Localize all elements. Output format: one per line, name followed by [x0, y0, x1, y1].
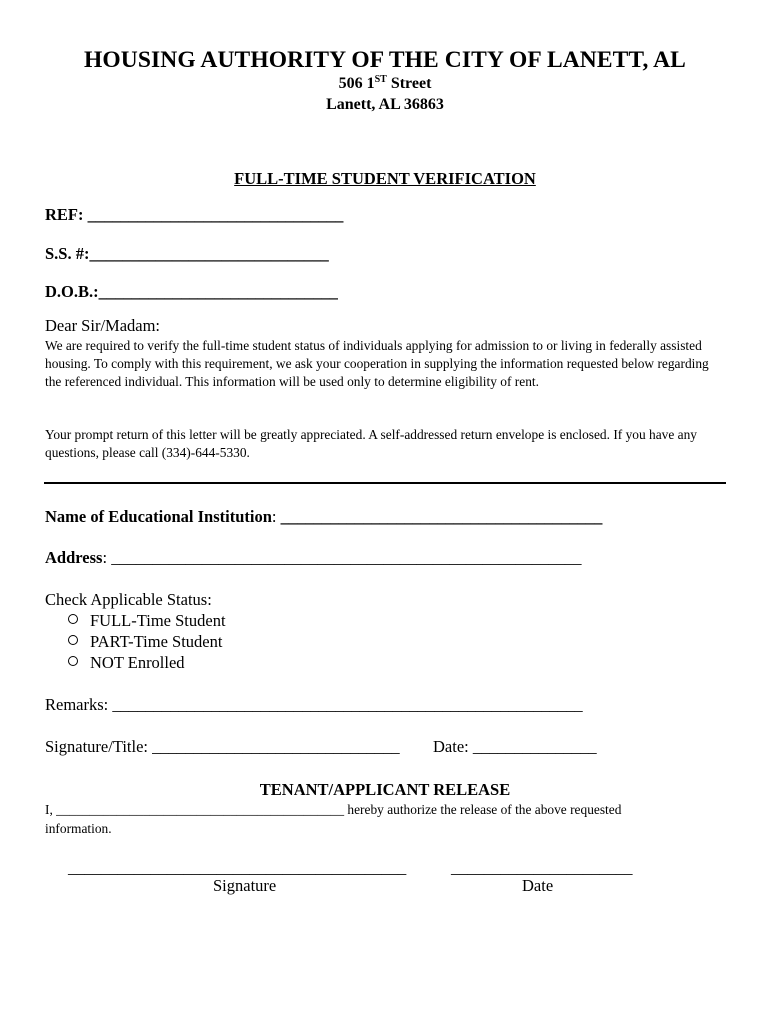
section-divider — [44, 482, 726, 484]
street-ordinal: ST — [374, 74, 387, 85]
remarks-field[interactable] — [45, 695, 583, 715]
status-options — [68, 610, 226, 673]
status-option-not-enrolled[interactable] — [68, 652, 226, 673]
signature-title-label: Signature/Title: — [45, 737, 153, 756]
intro-paragraph: We are required to verify the full-time student status of individuals applying for admission to or living in federally assisted housing. To comply with this requirement, we ask your cooperation in supplying the information requested below regarding the referenced individual. This information will be used only to determine eligibility of rent. — [45, 338, 709, 389]
radio-icon[interactable] — [68, 656, 78, 666]
release-heading: TENANT/APPLICANT RELEASE — [259, 780, 511, 799]
institution-name-blank[interactable]: _______________________________________ — [280, 507, 603, 526]
institution-name-label: Name of Educational Institution — [45, 507, 272, 526]
ref-field[interactable] — [45, 205, 343, 225]
street-name: Street — [386, 75, 432, 92]
date-label: Date: — [433, 737, 473, 756]
organization-title: HOUSING AUTHORITY OF THE CITY OF LANETT, AL — [84, 47, 686, 73]
institution-name-sep: : — [271, 507, 281, 526]
release-name-blank[interactable]: ___________________________________________ — [56, 802, 345, 817]
release-signature-blank[interactable]: _________________________________________ — [68, 858, 407, 877]
remarks-label: Remarks: — [45, 695, 113, 714]
status-option-full-time[interactable] — [68, 610, 226, 631]
release-statement[interactable] — [45, 802, 621, 818]
street-address — [0, 75, 770, 93]
return-paragraph: Your prompt return of this letter will be greatly appreciated. A self-addressed return envelope is enclosed. If you have any questions, please call (334)-644-5330. — [45, 427, 697, 460]
ref-label: REF: — [45, 205, 88, 224]
signature-caption: Signature — [213, 876, 277, 895]
street-number: 506 1 — [338, 75, 375, 92]
ref-blank[interactable]: _______________________________ — [87, 205, 344, 224]
release-suffix: hereby authorize the release of the above requested — [344, 802, 622, 817]
ss-field[interactable] — [45, 244, 329, 264]
institution-name-field[interactable] — [45, 507, 602, 527]
ss-label: S.S. #: — [45, 244, 90, 263]
greeting: Dear Sir/Madam: — [45, 316, 161, 335]
dob-blank[interactable]: _____________________________ — [98, 282, 338, 301]
ss-blank[interactable]: _____________________________ — [89, 244, 329, 263]
dob-field[interactable] — [45, 282, 338, 302]
signature-title-blank[interactable]: ______________________________ — [152, 737, 400, 756]
date-caption: Date — [522, 876, 554, 895]
signature-title-field[interactable] — [45, 737, 400, 757]
radio-icon[interactable] — [68, 635, 78, 645]
release-line2: information. — [45, 821, 112, 836]
status-option-label: PART-Time Student — [90, 632, 223, 651]
status-option-label: FULL-Time Student — [90, 611, 226, 630]
address-sep: : — [102, 548, 112, 567]
status-option-label: NOT Enrolled — [90, 653, 185, 672]
address-blank[interactable]: _________________________________________________________ — [111, 548, 582, 567]
remarks-blank[interactable]: _________________________________________________________ — [112, 695, 583, 714]
city-line: Lanett, AL 36863 — [326, 96, 444, 113]
release-prefix: I, — [45, 802, 57, 817]
institution-address-field[interactable] — [45, 548, 581, 568]
address-label: Address — [45, 548, 103, 567]
status-label: Check Applicable Status: — [45, 590, 212, 609]
date-blank[interactable]: _______________ — [472, 737, 597, 756]
form-title: FULL-TIME STUDENT VERIFICATION — [234, 169, 536, 188]
date-field[interactable] — [433, 737, 597, 757]
radio-icon[interactable] — [68, 614, 78, 624]
status-option-part-time[interactable] — [68, 631, 226, 652]
dob-label: D.O.B.: — [45, 282, 99, 301]
release-date-blank[interactable]: ______________________ — [451, 858, 633, 877]
